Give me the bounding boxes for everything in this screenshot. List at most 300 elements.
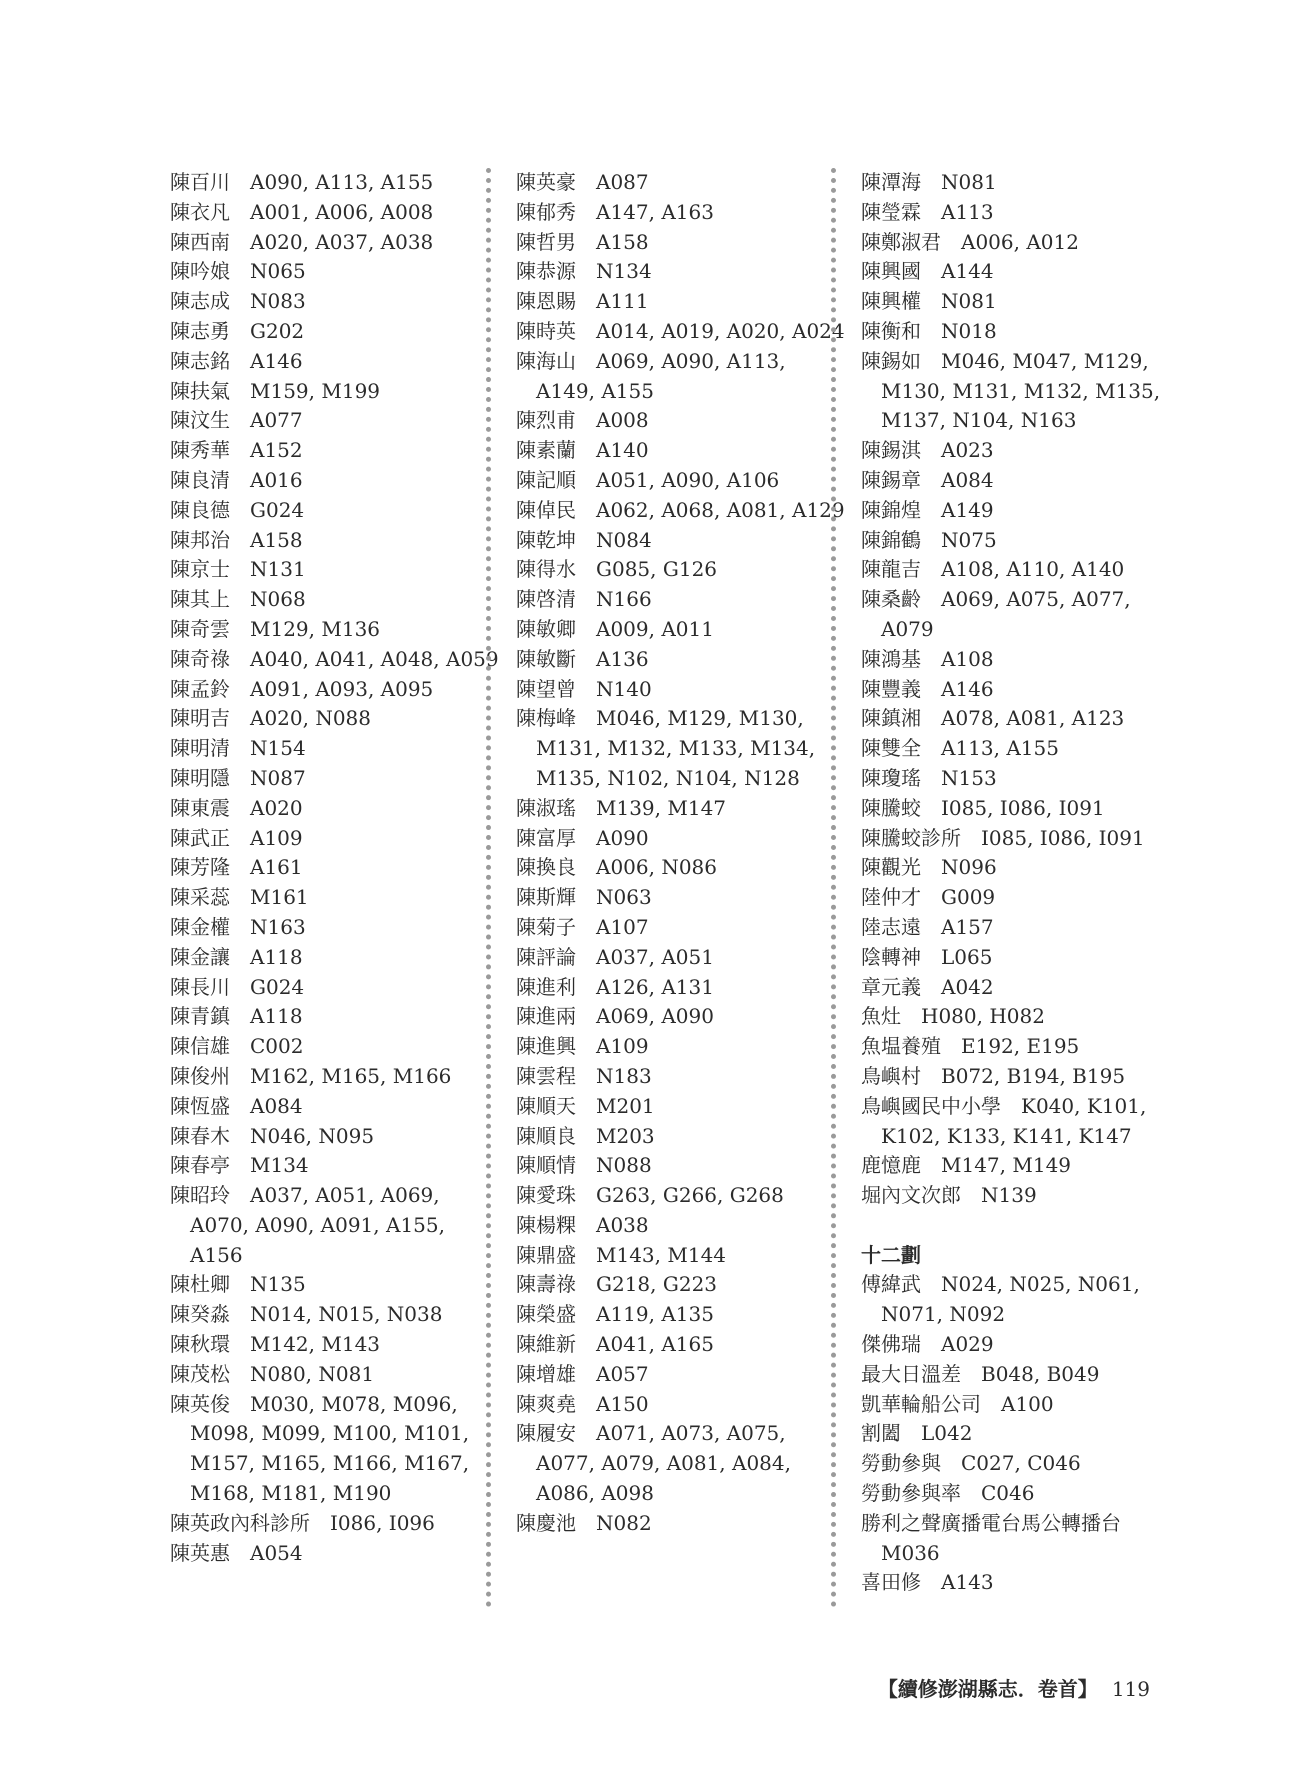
index-refs: N081 bbox=[941, 289, 997, 314]
index-entry bbox=[170, 853, 500, 883]
index-entry bbox=[516, 824, 846, 854]
index-term: 陳敏卿 bbox=[516, 616, 576, 641]
index-term: 陳慶池 bbox=[516, 1510, 576, 1535]
index-refs: I086, I096 bbox=[330, 1510, 435, 1535]
index-refs: A147, A163 bbox=[596, 199, 714, 224]
index-refs: M134 bbox=[250, 1153, 309, 1178]
index-refs: N024, N025, N061, N071, N092 bbox=[881, 1272, 1140, 1327]
index-term: 陳進興 bbox=[516, 1034, 576, 1059]
index-term: 陳汶生 bbox=[170, 408, 230, 433]
index-entry bbox=[170, 1002, 500, 1032]
index-term: 陳楊粿 bbox=[516, 1212, 576, 1237]
index-term: 陳斯輝 bbox=[516, 885, 576, 910]
index-term: 陳錫章 bbox=[861, 467, 921, 492]
index-entry bbox=[516, 347, 846, 407]
index-term: 鳥嶼國民中小學 bbox=[861, 1093, 1001, 1118]
index-term: 陳志勇 bbox=[170, 318, 230, 343]
index-entry bbox=[170, 496, 500, 526]
index-refs: N084 bbox=[596, 527, 652, 552]
index-refs: M201 bbox=[596, 1093, 655, 1118]
index-refs: A042 bbox=[941, 974, 994, 999]
index-term: 陳順情 bbox=[516, 1153, 576, 1178]
index-refs: A100 bbox=[1001, 1391, 1054, 1416]
index-term: 陳愛珠 bbox=[516, 1183, 576, 1208]
index-term: 陳瑩霖 bbox=[861, 199, 921, 224]
index-entry bbox=[516, 1032, 846, 1062]
index-entry bbox=[170, 913, 500, 943]
index-refs: M161 bbox=[250, 885, 309, 910]
index-refs: A020 bbox=[250, 795, 303, 820]
index-entry bbox=[170, 526, 500, 556]
index-refs: A037, A051 bbox=[596, 944, 714, 969]
index-term: 陳履安 bbox=[516, 1421, 576, 1446]
index-term: 陳素蘭 bbox=[516, 438, 576, 463]
index-term: 陳明清 bbox=[170, 736, 230, 761]
index-term: 堀內文次郎 bbox=[861, 1183, 961, 1208]
index-term: 陳恩賜 bbox=[516, 289, 576, 314]
index-refs: A084 bbox=[941, 467, 994, 492]
index-entry bbox=[170, 555, 500, 585]
index-entry bbox=[516, 883, 846, 913]
index-entry bbox=[170, 734, 500, 764]
index-entry bbox=[861, 317, 1171, 347]
index-entry bbox=[516, 436, 846, 466]
index-term: 陳時英 bbox=[516, 318, 576, 343]
index-term: 陳維新 bbox=[516, 1332, 576, 1357]
index-entry bbox=[861, 526, 1171, 556]
index-entry bbox=[516, 1151, 846, 1181]
index-refs: N068 bbox=[250, 587, 306, 612]
index-refs: N154 bbox=[250, 736, 306, 761]
index-term: 陳記順 bbox=[516, 467, 576, 492]
index-entry bbox=[861, 1181, 1171, 1211]
index-refs: N166 bbox=[596, 587, 652, 612]
index-term: 陳青鎮 bbox=[170, 1004, 230, 1029]
index-column-2 bbox=[516, 168, 846, 1539]
section-heading: 十二劃 bbox=[861, 1242, 921, 1267]
index-term: 鹿憶鹿 bbox=[861, 1153, 921, 1178]
index-term: 陳秀華 bbox=[170, 438, 230, 463]
index-entry bbox=[516, 1360, 846, 1390]
index-term: 陳京士 bbox=[170, 557, 230, 582]
index-entry bbox=[861, 1062, 1171, 1092]
index-entry bbox=[516, 615, 846, 645]
index-entry bbox=[861, 257, 1171, 287]
index-refs: A006, N086 bbox=[596, 855, 718, 880]
index-entry bbox=[861, 764, 1171, 794]
index-refs: E192, E195 bbox=[961, 1034, 1080, 1059]
index-refs: M129, M136 bbox=[250, 616, 381, 641]
index-entry bbox=[861, 1479, 1171, 1509]
index-entry bbox=[516, 1092, 846, 1122]
index-term: 陳順天 bbox=[516, 1093, 576, 1118]
index-entry bbox=[861, 168, 1171, 198]
index-entry bbox=[170, 228, 500, 258]
index-entry bbox=[516, 1181, 846, 1211]
index-refs: A126, A131 bbox=[596, 974, 714, 999]
index-refs: A146 bbox=[250, 348, 303, 373]
index-refs: N018 bbox=[941, 318, 997, 343]
index-refs: A057 bbox=[596, 1361, 649, 1386]
index-refs: A006, A012 bbox=[961, 229, 1079, 254]
index-entry bbox=[516, 585, 846, 615]
index-refs: G024 bbox=[250, 497, 305, 522]
index-entry bbox=[170, 1509, 500, 1539]
index-refs: A069, A090 bbox=[596, 1004, 714, 1029]
index-term: 陳興國 bbox=[861, 259, 921, 284]
index-term: 陳豐義 bbox=[861, 676, 921, 701]
index-entry bbox=[516, 1330, 846, 1360]
index-entry bbox=[516, 406, 846, 436]
index-term: 陳明隱 bbox=[170, 765, 230, 790]
index-refs: N087 bbox=[250, 765, 306, 790]
index-entry bbox=[170, 347, 500, 377]
index-entry bbox=[516, 675, 846, 705]
index-refs: M143, M144 bbox=[596, 1242, 727, 1267]
index-term: 陳吟娘 bbox=[170, 259, 230, 284]
index-entry bbox=[516, 496, 846, 526]
index-refs: A107 bbox=[596, 914, 649, 939]
index-entry bbox=[861, 466, 1171, 496]
index-entry bbox=[516, 1241, 846, 1271]
index-entry bbox=[861, 1151, 1171, 1181]
index-entry bbox=[516, 1419, 846, 1508]
index-entry bbox=[170, 1092, 500, 1122]
index-term: 陳龍吉 bbox=[861, 557, 921, 582]
index-refs: A113 bbox=[941, 199, 994, 224]
index-term: 陳瓊瑤 bbox=[861, 765, 921, 790]
index-refs: N183 bbox=[596, 1063, 652, 1088]
index-entry bbox=[861, 1270, 1171, 1330]
index-entry bbox=[861, 1360, 1171, 1390]
index-term: 陳奇雲 bbox=[170, 616, 230, 641]
index-entry bbox=[170, 645, 500, 675]
index-term: 陳騰蛟診所 bbox=[861, 825, 961, 850]
index-refs: A118 bbox=[250, 944, 303, 969]
index-refs: A140 bbox=[596, 438, 649, 463]
index-entry bbox=[861, 943, 1171, 973]
index-term: 陳昭玲 bbox=[170, 1183, 230, 1208]
index-refs: A087 bbox=[596, 170, 649, 194]
index-refs: C002 bbox=[250, 1034, 304, 1059]
index-term: 陳進兩 bbox=[516, 1004, 576, 1029]
index-refs: M046, M047, M129, M130, M131, M132, M135, M137, N104, N163 bbox=[881, 348, 1161, 433]
index-refs: N080, N081 bbox=[250, 1361, 375, 1386]
index-refs: A158 bbox=[596, 229, 649, 254]
index-term: 陳百川 bbox=[170, 170, 230, 194]
index-entry bbox=[170, 943, 500, 973]
book-title: 【續修澎湖縣志．卷首】 bbox=[877, 1677, 1098, 1701]
index-term: 陳秋環 bbox=[170, 1332, 230, 1357]
index-refs: A040, A041, A048, A059 bbox=[250, 646, 499, 671]
index-refs: G085, G126 bbox=[596, 557, 718, 582]
index-refs: A001, A006, A008 bbox=[250, 199, 434, 224]
index-entry bbox=[861, 675, 1171, 705]
index-term: 陳評論 bbox=[516, 944, 576, 969]
index-refs: A051, A090, A106 bbox=[596, 467, 780, 492]
index-refs: N131 bbox=[250, 557, 306, 582]
index-entry bbox=[861, 555, 1171, 585]
index-term: 陳英政內科診所 bbox=[170, 1510, 310, 1535]
index-term: 陳杜卿 bbox=[170, 1272, 230, 1297]
index-refs: A008 bbox=[596, 408, 649, 433]
index-refs: A023 bbox=[941, 438, 994, 463]
index-refs: M046, M129, M130, M131, M132, M133, M134, M135, N102, N104, N128 bbox=[536, 706, 816, 790]
index-term: 陳明吉 bbox=[170, 706, 230, 731]
index-entry bbox=[861, 645, 1171, 675]
index-entry bbox=[861, 585, 1171, 645]
index-term: 勝利之聲廣播電台馬公轉播台 bbox=[861, 1510, 1121, 1535]
index-entry bbox=[170, 824, 500, 854]
index-refs: A161 bbox=[250, 855, 303, 880]
index-entry bbox=[516, 228, 846, 258]
index-entry bbox=[516, 1300, 846, 1330]
index-refs: B048, B049 bbox=[981, 1361, 1100, 1386]
index-term: 陰轉神 bbox=[861, 944, 921, 969]
index-refs: A016 bbox=[250, 467, 303, 492]
index-refs: A111 bbox=[596, 289, 649, 314]
index-term: 陳烈甫 bbox=[516, 408, 576, 433]
index-term: 陳錦煌 bbox=[861, 497, 921, 522]
index-entry bbox=[170, 973, 500, 1003]
index-refs: A158 bbox=[250, 527, 303, 552]
index-refs: A014, A019, A020, A024 bbox=[596, 318, 845, 343]
index-entry bbox=[516, 257, 846, 287]
index-term: 陳菊子 bbox=[516, 914, 576, 939]
index-term: 陳扶氣 bbox=[170, 378, 230, 403]
index-term: 陳雲程 bbox=[516, 1063, 576, 1088]
column-divider bbox=[831, 168, 836, 1608]
index-entry bbox=[170, 764, 500, 794]
index-refs: A020, A037, A038 bbox=[250, 229, 434, 254]
index-term: 陳其上 bbox=[170, 587, 230, 612]
index-entry bbox=[861, 824, 1171, 854]
index-term: 傅緯武 bbox=[861, 1272, 921, 1297]
index-entry bbox=[861, 973, 1171, 1003]
index-entry bbox=[170, 436, 500, 466]
index-entry bbox=[861, 198, 1171, 228]
index-entry bbox=[861, 287, 1171, 317]
index-refs: A109 bbox=[596, 1034, 649, 1059]
index-entry bbox=[170, 1181, 500, 1270]
index-refs: L042 bbox=[921, 1421, 973, 1446]
index-entry bbox=[861, 347, 1171, 436]
index-refs: N135 bbox=[250, 1272, 306, 1297]
index-entry bbox=[170, 466, 500, 496]
index-refs: A084 bbox=[250, 1093, 303, 1118]
index-entry bbox=[861, 1390, 1171, 1420]
index-refs: N163 bbox=[250, 914, 306, 939]
index-term: 傑佛瑞 bbox=[861, 1332, 921, 1357]
index-entry bbox=[170, 1062, 500, 1092]
index-entry bbox=[861, 913, 1171, 943]
index-term: 陳榮盛 bbox=[516, 1302, 576, 1327]
index-term: 陳壽祿 bbox=[516, 1272, 576, 1297]
index-entry bbox=[170, 794, 500, 824]
index-refs: K040, K101, K102, K133, K141, K147 bbox=[881, 1093, 1147, 1148]
index-entry bbox=[861, 1419, 1171, 1449]
index-entry bbox=[170, 168, 500, 198]
index-term: 陳啓清 bbox=[516, 587, 576, 612]
index-refs: G009 bbox=[941, 885, 996, 910]
index-term: 陳奇祿 bbox=[170, 646, 230, 671]
index-refs: B072, B194, B195 bbox=[941, 1063, 1126, 1088]
index-term: 勞動參與 bbox=[861, 1451, 941, 1476]
index-refs: G202 bbox=[250, 318, 305, 343]
index-entry bbox=[861, 1568, 1171, 1598]
index-refs: A078, A081, A123 bbox=[941, 706, 1125, 731]
index-term: 陳癸淼 bbox=[170, 1302, 230, 1327]
column-divider bbox=[486, 168, 491, 1608]
index-term: 陳良德 bbox=[170, 497, 230, 522]
index-term: 陳桑齡 bbox=[861, 587, 921, 612]
index-entry bbox=[170, 585, 500, 615]
index-term: 陳茂松 bbox=[170, 1361, 230, 1386]
index-refs: A069, A075, A077, A079 bbox=[881, 587, 1131, 641]
index-entry bbox=[516, 317, 846, 347]
index-entry bbox=[516, 1390, 846, 1420]
index-entry bbox=[516, 943, 846, 973]
index-term: 陳邦治 bbox=[170, 527, 230, 552]
index-term: 陳武正 bbox=[170, 825, 230, 850]
index-term: 陳哲男 bbox=[516, 229, 576, 254]
index-refs: M030, M078, M096, M098, M099, M100, M101, M157, M165, M166, M167, M168, M181, M190 bbox=[190, 1391, 470, 1506]
index-refs: M162, M165, M166 bbox=[250, 1063, 452, 1088]
index-refs: A119, A135 bbox=[596, 1302, 714, 1327]
index-refs: N083 bbox=[250, 289, 306, 314]
index-term: 陳錦鶴 bbox=[861, 527, 921, 552]
index-refs: A054 bbox=[250, 1540, 303, 1565]
index-refs: A069, A090, A113, A149, A155 bbox=[536, 348, 786, 403]
index-refs: N140 bbox=[596, 676, 652, 701]
index-term: 陳潭海 bbox=[861, 170, 921, 194]
index-entry bbox=[516, 1211, 846, 1241]
index-term: 喜田修 bbox=[861, 1570, 921, 1595]
index-entry bbox=[861, 1449, 1171, 1479]
index-entry bbox=[861, 496, 1171, 526]
index-entry bbox=[170, 377, 500, 407]
index-column-3 bbox=[861, 168, 1171, 1598]
index-entry bbox=[170, 317, 500, 347]
index-entry bbox=[861, 1002, 1171, 1032]
index-entry bbox=[170, 1032, 500, 1062]
index-refs: A157 bbox=[941, 914, 994, 939]
index-refs: A062, A068, A081, A129 bbox=[596, 497, 845, 522]
index-refs: C027, C046 bbox=[961, 1451, 1081, 1476]
index-refs: N063 bbox=[596, 885, 652, 910]
index-term: 魚塭養殖 bbox=[861, 1034, 941, 1059]
index-refs: A037, A051, A069, A070, A090, A091, A155, A156 bbox=[190, 1183, 445, 1267]
index-entry bbox=[516, 973, 846, 1003]
index-refs: N081 bbox=[941, 170, 997, 194]
index-term: 陳鴻基 bbox=[861, 646, 921, 671]
index-term: 陳春木 bbox=[170, 1123, 230, 1148]
index-entry bbox=[170, 1151, 500, 1181]
index-term: 陳錫如 bbox=[861, 348, 921, 373]
index-refs: A152 bbox=[250, 438, 303, 463]
index-term: 魚灶 bbox=[861, 1004, 901, 1029]
index-term: 陳得水 bbox=[516, 557, 576, 582]
index-term: 陳錫淇 bbox=[861, 438, 921, 463]
index-term: 陳信雄 bbox=[170, 1034, 230, 1059]
index-entry bbox=[861, 436, 1171, 466]
index-entry bbox=[861, 794, 1171, 824]
index-entry bbox=[516, 1270, 846, 1300]
index-term: 陳爽堯 bbox=[516, 1391, 576, 1416]
index-entry bbox=[170, 257, 500, 287]
index-refs: N153 bbox=[941, 765, 997, 790]
index-refs: G263, G266, G268 bbox=[596, 1183, 784, 1208]
index-refs: I085, I086, I091 bbox=[981, 825, 1145, 850]
index-entry bbox=[861, 1330, 1171, 1360]
index-refs: M139, M147 bbox=[596, 795, 727, 820]
index-refs: A091, A093, A095 bbox=[250, 676, 434, 701]
index-entry bbox=[516, 704, 846, 793]
index-refs: N139 bbox=[981, 1183, 1037, 1208]
index-term: 陳俊州 bbox=[170, 1063, 230, 1088]
index-refs: C046 bbox=[981, 1481, 1035, 1506]
index-term: 陳良清 bbox=[170, 467, 230, 492]
index-term: 陳志成 bbox=[170, 289, 230, 314]
index-entry bbox=[861, 704, 1171, 734]
index-refs: N134 bbox=[596, 259, 652, 284]
index-refs: A109 bbox=[250, 825, 303, 850]
index-entry bbox=[170, 1330, 500, 1360]
index-term: 陳順良 bbox=[516, 1123, 576, 1148]
index-term: 陳英豪 bbox=[516, 170, 576, 194]
index-entry bbox=[861, 228, 1171, 258]
index-entry bbox=[516, 198, 846, 228]
index-term: 陳采蕊 bbox=[170, 885, 230, 910]
index-entry bbox=[170, 1539, 500, 1569]
index-term: 陳淑瑤 bbox=[516, 795, 576, 820]
index-term: 陳長川 bbox=[170, 974, 230, 999]
index-entry bbox=[516, 1122, 846, 1152]
index-term: 陳海山 bbox=[516, 348, 576, 373]
index-refs: H080, H082 bbox=[921, 1004, 1045, 1029]
index-refs: A071, A073, A075, A077, A079, A081, A084, A086, A098 bbox=[536, 1421, 791, 1506]
index-refs: M142, M143 bbox=[250, 1332, 381, 1357]
index-refs: A143 bbox=[941, 1570, 994, 1595]
index-term: 陳倬民 bbox=[516, 497, 576, 522]
index-refs: A136 bbox=[596, 646, 649, 671]
index-term: 陳鄭淑君 bbox=[861, 229, 941, 254]
index-term: 勞動參與率 bbox=[861, 1481, 961, 1506]
index-refs: N065 bbox=[250, 259, 306, 284]
index-refs: A009, A011 bbox=[596, 616, 714, 641]
index-entry bbox=[516, 555, 846, 585]
index-refs: G024 bbox=[250, 974, 305, 999]
index-term: 凱華輪船公司 bbox=[861, 1391, 981, 1416]
index-entry bbox=[516, 287, 846, 317]
index-term: 陳衣凡 bbox=[170, 199, 230, 224]
index-term: 陳騰蛟 bbox=[861, 795, 921, 820]
index-term: 陳芳隆 bbox=[170, 855, 230, 880]
index-entry bbox=[516, 1509, 846, 1539]
index-entry bbox=[170, 1360, 500, 1390]
page-footer bbox=[878, 1673, 1150, 1702]
index-entry bbox=[861, 1032, 1171, 1062]
index-entry bbox=[861, 734, 1171, 764]
index-entry bbox=[170, 1300, 500, 1330]
index-entry bbox=[170, 704, 500, 734]
index-entry bbox=[516, 526, 846, 556]
index-term: 陳梅峰 bbox=[516, 706, 576, 731]
index-refs: A150 bbox=[596, 1391, 649, 1416]
index-entry bbox=[170, 1122, 500, 1152]
index-term: 陳恭源 bbox=[516, 259, 576, 284]
index-term: 章元義 bbox=[861, 974, 921, 999]
